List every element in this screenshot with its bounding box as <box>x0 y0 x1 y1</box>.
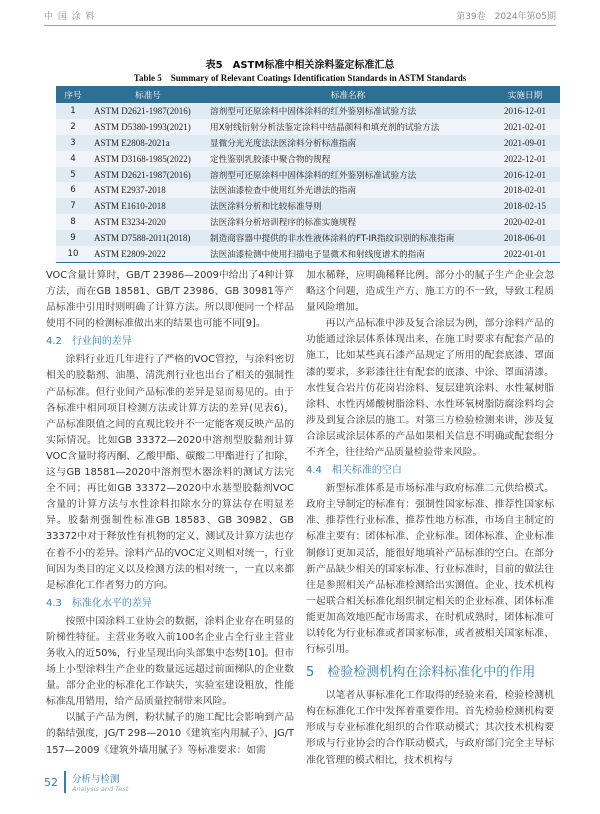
journal-name: 中 国 涂 料 <box>44 12 96 22</box>
standards-table <box>56 86 560 263</box>
col-header-index: 序号 <box>56 86 90 103</box>
issue-info: 第39卷 2024年第05期 <box>456 12 556 22</box>
table-row <box>56 182 560 198</box>
table-row <box>56 135 560 151</box>
cell-code: ASTM D2621-1987(2016) <box>90 167 206 183</box>
cell-date: 2016-12-01 <box>490 167 560 183</box>
cell-code: ASTM D2621-1987(2016) <box>90 103 206 119</box>
footer-divider <box>64 771 66 793</box>
cell-date: 2018-02-15 <box>490 198 560 214</box>
body-paragraph: 再以产品标准中涉及复合涂层为例，部分涂料产品的功能通过涂层体系体现出来，在施工时要求有配套产品的施工，比如某些真石漆产品规定了所用的配套底漆、罩面漆的要求，多彩漆往往有配套的底漆、中涂、罩面清漆。水性复合岩片仿花岗岩涂料、复层建筑涂料、水性氟树脂涂料、水性丙烯酸树脂涂料、水性环氧树脂防腐涂料均会涉及到复合涂层的施工。对第三方检验检测来讲，涉及复合涂层或涂层体系的产品如果相关信息不明确或配套组分不齐全，往往给产品质量检验带来风险。 <box>306 318 554 459</box>
cell-name: 法医涂料分析和比较标准导则 <box>206 198 490 214</box>
cell-date: 2022-01-01 <box>490 246 560 262</box>
cell-index: 7 <box>56 198 90 214</box>
cell-date: 2022-12-01 <box>490 151 560 167</box>
cell-index: 1 <box>56 103 90 119</box>
cell-index: 3 <box>56 135 90 151</box>
cell-index: 2 <box>56 119 90 135</box>
cell-code: ASTM E2808-2021a <box>90 135 206 151</box>
section-name-cn: 分析与检测 <box>72 774 120 785</box>
cell-code: ASTM D5380-1993(2021) <box>90 119 206 135</box>
table-row <box>56 151 560 167</box>
section-name-en: Analysis and Test <box>72 785 129 793</box>
cell-name: 法医涂料分析培训程序的标准实施规程 <box>206 214 490 230</box>
left-column <box>46 268 294 759</box>
cell-index: 5 <box>56 167 90 183</box>
table-header-row <box>56 86 560 103</box>
page-number: 52 <box>44 775 58 789</box>
table-row <box>56 119 560 135</box>
body-paragraph: VOC含量计算时，GB/T 23986—2009中给出了4种计算方法，而在GB 18581、GB/T 23986、GB 30981等产品标准中引用时则明确了计算方法。所以即便同一个样品使用不同的检测标准做出来的结果也可能不同[9]。 <box>46 270 294 330</box>
cell-name: 定性鉴别乳胶漆中聚合物的规程 <box>206 151 490 167</box>
cell-code: ASTM E3234-2020 <box>90 214 206 230</box>
table-row <box>56 214 560 230</box>
cell-name: 溶剂型可还原涂料中固体涂料的红外鉴别标准试验方法 <box>206 167 490 183</box>
cell-code: ASTM D3168-1985(2022) <box>90 151 206 167</box>
cell-name: 显微分光光度法法医涂料分析标准指南 <box>206 135 490 151</box>
table-title-en: Table 5 Summary of Relevant Coatings Identification Standards in ASTM Standards <box>133 73 467 83</box>
cell-date: 2018-02-01 <box>490 182 560 198</box>
cell-code: ASTM E2809-2022 <box>90 246 206 262</box>
right-column <box>306 268 554 769</box>
footer-journal <box>72 771 128 793</box>
body-paragraph: 新型标准体系是市场标准与政府标准二元供给模式。政府主导制定的标准有：强制性国家标准、推荐性国家标准、推荐性行业标准、推荐性地方标准，市场自主制定的标准主要有：团体标准、企业标准。团体标准、企业标准制修订更加灵活，能很好地填补产品标准的空白。在部分新产品缺少相关的国家标准、行业标准时，目前的做法往往是参照相关产品标准检测给出实测值。企业、技术机构一起联合相关标准化组织制定相关的企业标准、团体标准能更加高效地匹配市场需求，在时机成熟时，团体标准可以转化为行业标准或者国家标准，或者被相关国家标准、行标引用。 <box>306 483 554 656</box>
cell-index: 10 <box>56 246 90 262</box>
cell-index: 4 <box>56 151 90 167</box>
cell-date: 2016-12-01 <box>490 103 560 119</box>
cell-date: 2020-02-01 <box>490 214 560 230</box>
cell-name: 用X射线衍射分析法鉴定涂料中结晶颜料和填充剂的试验方法 <box>206 119 490 135</box>
page-footer <box>44 771 128 793</box>
table-row <box>56 103 560 119</box>
body-paragraph: 以腻子产品为例，粉状腻子的施工配比会影响到产品的黏结强度，JG/T 298—2010《建筑室内用腻子》、JG/T 157—2009《建筑外墙用腻子》等标准要求：如需 <box>46 712 294 756</box>
body-paragraph: 以笔者从事标准化工作取得的经验来看，检验检测机构在标准化工作中发挥着重要作用。首先检验检测机构要形成与专业标准化组织的合作联动模式；其次技术机构要形成与行业协会的合作联动模式，与政府部门完全主导标准化管理的模式相比，技术机构与 <box>306 690 554 766</box>
table-row <box>56 167 560 183</box>
cell-code: ASTM E1610-2018 <box>90 198 206 214</box>
table-row <box>56 198 560 214</box>
col-header-code: 标准号 <box>90 86 206 103</box>
cell-index: 9 <box>56 230 90 246</box>
body-paragraph: 涂料行业近几年进行了严格的VOC管控，与涂料密切相关的胶黏剂、油墨、清洗剂行业也出台了相关的强制性产品标准。但行业间产品标准的差异是显而易见的。由于各标准中相同项目检测方法或计算方法的差异(见表6)，产品标准限值之间的直观比较并不一定能客观反映产品的实际情况。比如GB 33372—2020中溶剂型胶黏剂计算VOC含量时将丙酮、乙酸甲酯、碳酸二甲酯进行了扣除，这与GB 18581—2020中溶剂型木器涂料的测试方法完全不同；再比如GB 33372—2020中水基型胶黏剂VOC含量的计算方法与水性涂料扣除水分的算法存在明显差异。胶黏剂强制性标准GB 18583、GB 30982、GB 33372中对于释放性有机物的定义、测试及计算方法也存在着不小的差异。涂料产品的VOC定义则相对统一，行业间因为类目的定义以及检测方法的相对统一，一直以来都是标准化工作者努力的方向。 <box>46 354 294 591</box>
table-title-cn: 表5 ASTM标准中相关涂料鉴定标准汇总 <box>205 60 395 71</box>
cell-name: 制造商容器中提供的非水性液体涂料的FT-IR指纹识别的标准指南 <box>206 230 490 246</box>
body-paragraph: 按照中国涂料工业协会的数据，涂料企业存在明显的阶梯性特征。主营业务收入前100名企业占全行业主营业务收入的近50%，行业呈现出向头部集中态势[10]。但市场上小型涂料生产企业的数量远远超过前面梯队的企业数量。部分企业的标准化工作缺失，实验室建设粗放，性能标准乱用错用，给产品质量控制带来风险。 <box>46 615 294 708</box>
table-row <box>56 246 560 262</box>
cell-index: 6 <box>56 182 90 198</box>
col-header-name: 标准名称 <box>206 86 490 103</box>
cell-code: ASTM D7588-2011(2018) <box>90 230 206 246</box>
cell-code: ASTM E2937-2018 <box>90 182 206 198</box>
section-heading-4-2: 4.2 行业间的差异 <box>46 336 132 348</box>
section-heading-4-4: 4.4 相关标准的空白 <box>306 465 402 477</box>
cell-index: 8 <box>56 214 90 230</box>
cell-date: 2018-06-01 <box>490 230 560 246</box>
cell-date: 2021-02-01 <box>490 119 560 135</box>
col-header-date: 实施日期 <box>490 86 560 103</box>
table-row <box>56 230 560 246</box>
cell-name: 法医油漆检测中使用扫描电子显微术和射线度谱术的指南 <box>206 246 490 262</box>
section-heading-5: 5 检验检测机构在涂料标准化中的作用 <box>306 665 536 681</box>
cell-name: 法医油漆检查中使用红外光谱法的指南 <box>206 182 490 198</box>
cell-name: 溶剂型可还原涂料中固体涂料的红外鉴别标准试验方法 <box>206 103 490 119</box>
cell-date: 2021-09-01 <box>490 135 560 151</box>
body-paragraph: 加水稀释，应明确稀释比例。部分小的腻子生产企业会忽略这个问题，造成生产方、施工方的不一致，导致工程质量风险增加。 <box>306 270 554 314</box>
section-heading-4-3: 4.3 标准化水平的差异 <box>46 597 152 609</box>
header-divider <box>44 25 556 26</box>
